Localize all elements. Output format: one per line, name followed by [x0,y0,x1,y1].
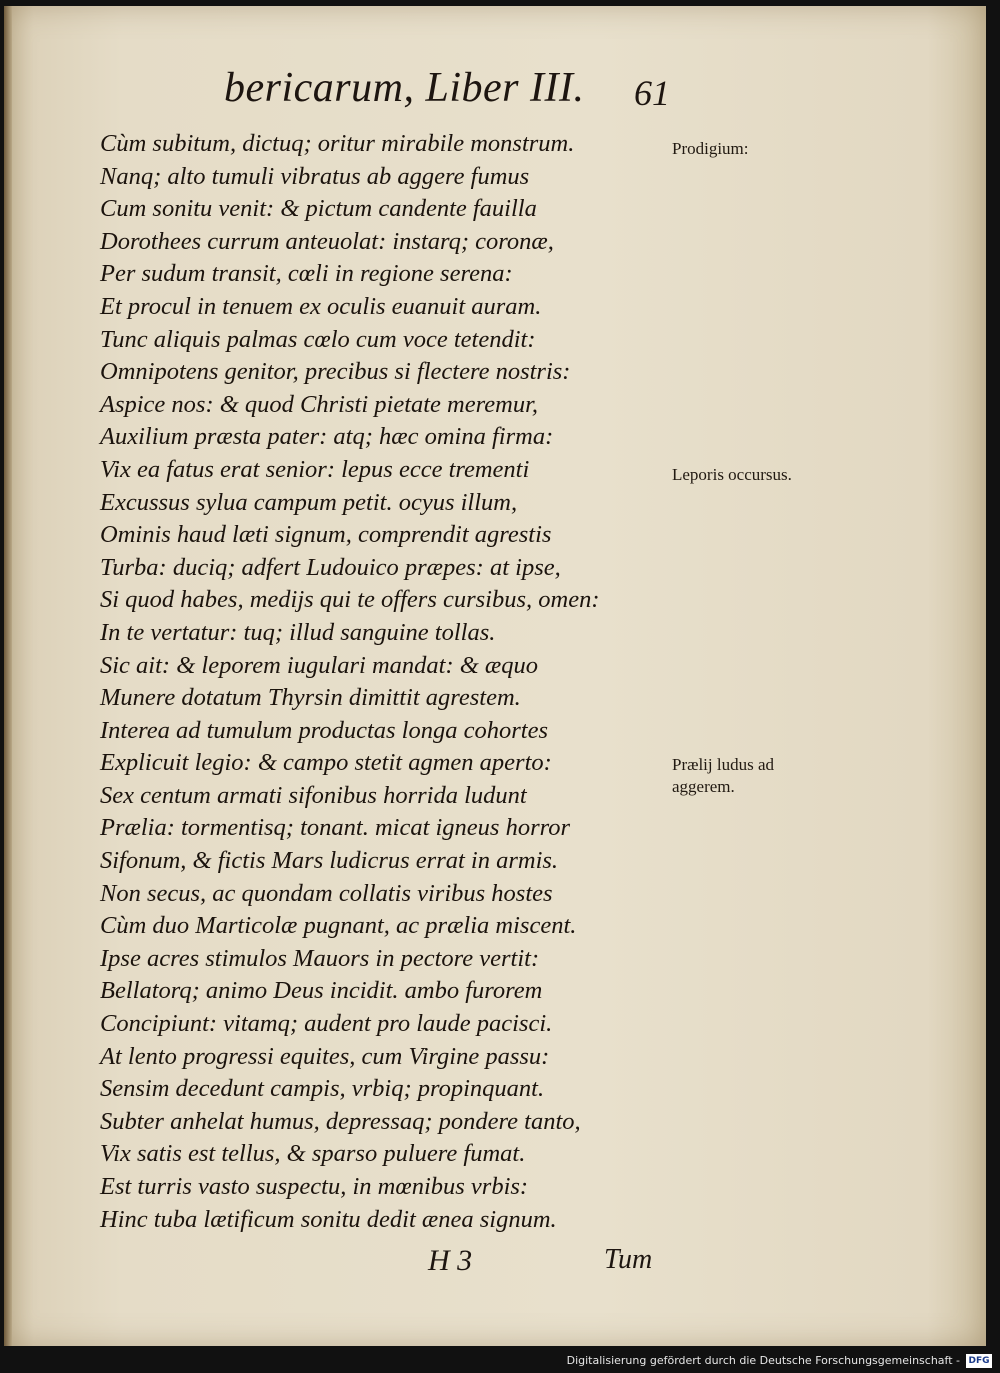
verse-line: Dorothees currum anteuolat: instarq; coronæ, [100,227,554,255]
marginal-note-line: Prælij ludus ad [672,755,775,774]
verse-line: Aspice nos: & quod Christi pietate meremur, [100,390,539,418]
verse-line: Cùm subitum, dictuq; oritur mirabile monstrum. [100,130,575,157]
verse-line: Omnipotens genitor, precibus si flectere nostris: [100,358,571,386]
dfg-footer-bar [0,1347,1000,1373]
verse-line: Auxilium præsta pater: atq; hæc omina firma: [100,423,554,451]
verse-line: Concipiunt: vitamq; audent pro laude pacisci. [100,1010,553,1038]
verse-line: Ipse acres stimulos Mauors in pectore vertit: [100,944,540,972]
verse-line: Per sudum transit, cœli in regione serena: [100,260,513,288]
signature-mark: H 3 [428,1244,473,1277]
verse-line: Interea ad tumulum productas longa cohortes [100,716,548,744]
verse-line: Est turris vasto suspectu, in mœnibus vrbis: [100,1173,529,1200]
marginal-note-praelij [672,754,832,798]
verse-line: Sifonum, & fictis Mars ludicrus errat in armis. [100,847,559,875]
verse-line: Sex centum armati sifonibus horrida ludunt [100,781,527,809]
verse-line: Turba: duciq; adfert Ludouico præpes: at ipse, [100,553,561,581]
verse-line: Non secus, ac quondam collatis viribus hostes [100,879,553,907]
verse-line: Sensim decedunt campis, vrbiq; propinquant. [100,1075,545,1103]
verse-line: Vix satis est tellus, & sparso puluere fumat. [100,1140,526,1168]
verse-line: Cùm duo Marticolæ pugnant, ac prælia miscent. [100,912,577,940]
verse-line: Explicuit legio: & campo stetit agmen aperto: [100,749,552,777]
verse-line: At lento progressi equites, cum Virgine passu: [100,1042,550,1070]
verse-line: Si quod habes, medijs qui te offers cursibus, omen: [100,586,600,614]
page-number: 61 [634,73,670,113]
verse-line: Excussus sylua campum petit. ocyus illum, [100,488,518,516]
verse-list [100,128,640,1236]
dfg-funding-note: Digitalisierung gefördert durch die Deutsche Forschungsgemeinschaft - [566,1354,960,1367]
verse-line: Hinc tuba lætificum sonitu dedit ænea signum. [100,1205,557,1233]
verse-line: Et procul in tenuem ex oculis euanuit auram. [100,292,542,320]
marginal-note-prodigium: Prodigium: [672,139,749,158]
dfg-logo-icon: DFG [966,1354,992,1368]
verse-line: Prælia: tormentisq; tonant. micat igneus horror [100,814,571,842]
verse-line: Sic ait: & leporem iugulari mandat: & æquo [100,651,539,679]
catchword: Tum [604,1244,653,1275]
verse-line: Subter anhelat humus, depressaq; pondere tanto, [100,1107,581,1135]
marginal-note-line: aggerem. [672,777,735,796]
verse-line: Ominis haud læti signum, comprendit agrestis [100,521,552,549]
verse-line: Nanq; alto tumuli vibratus ab aggere fumus [100,162,530,190]
verse-line: Bellatorq; animo Deus incidit. ambo furorem [100,977,543,1005]
verse-line: Tunc aliquis palmas cœlo cum voce tetendit: [100,325,536,353]
verse-line: Munere dotatum Thyrsin dimittit agrestem. [100,684,521,712]
verse-line: Vix ea fatus erat senior: lepus ecce trementi [100,455,530,483]
verse-line: In te vertatur: tuq; illud sanguine tollas. [100,618,496,646]
verse-line: Cum sonitu venit: & pictum candente fauilla [100,195,537,223]
book-page [4,6,986,1346]
marginal-note-leporis: Leporis occursus. [672,465,792,484]
page-gutter-edge [4,6,12,1346]
running-head: bericarum, Liber III. [224,65,585,111]
